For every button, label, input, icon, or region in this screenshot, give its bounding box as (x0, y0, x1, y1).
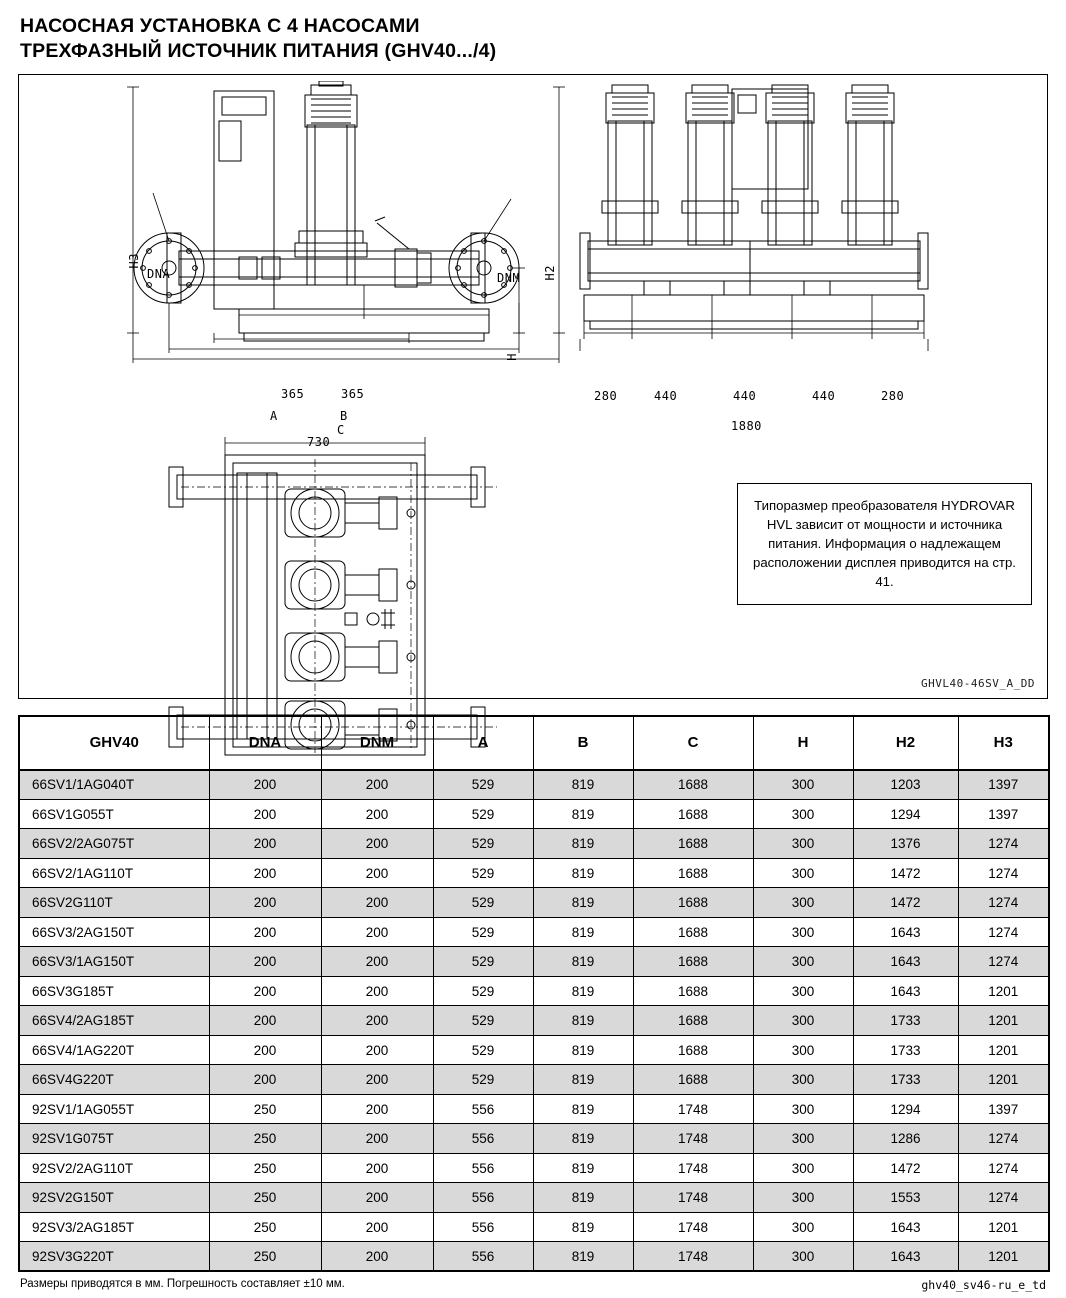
cell-value: 300 (753, 1242, 853, 1272)
cell-value: 200 (321, 799, 433, 829)
cell-value: 1553 (853, 1183, 958, 1213)
table-row (19, 1035, 1049, 1065)
cell-value: 529 (433, 1065, 533, 1095)
col-header-h3: H3 (958, 716, 1049, 770)
cell-value: 1397 (958, 1094, 1049, 1124)
cell-value: 1274 (958, 947, 1049, 977)
cell-value: 200 (321, 1242, 433, 1272)
cell-model: 66SV4G220T (19, 1065, 209, 1095)
cell-value: 819 (533, 888, 633, 918)
cell-value: 1201 (958, 1065, 1049, 1095)
cell-model: 66SV1G055T (19, 799, 209, 829)
cell-value: 300 (753, 799, 853, 829)
table-row (19, 829, 1049, 859)
cell-value: 1286 (853, 1124, 958, 1154)
cell-model: 66SV3/2AG150T (19, 917, 209, 947)
cell-value: 1274 (958, 1153, 1049, 1183)
table-row (19, 1153, 1049, 1183)
cell-value: 556 (433, 1124, 533, 1154)
cell-value: 1688 (633, 888, 753, 918)
cell-value: 1748 (633, 1242, 753, 1272)
cell-value: 1201 (958, 1006, 1049, 1036)
cell-value: 1688 (633, 1065, 753, 1095)
cell-value: 1643 (853, 1212, 958, 1242)
cell-value: 529 (433, 858, 533, 888)
cell-model: 66SV2/1AG110T (19, 858, 209, 888)
dim-b-label: B (340, 408, 348, 423)
cell-value: 300 (753, 858, 853, 888)
cell-value: 556 (433, 1242, 533, 1272)
cell-value: 819 (533, 917, 633, 947)
table-row (19, 976, 1049, 1006)
cell-value: 200 (321, 888, 433, 918)
col-header-h: H (753, 716, 853, 770)
cell-value: 1294 (853, 1094, 958, 1124)
cell-value: 200 (209, 976, 321, 1006)
cell-value: 819 (533, 947, 633, 977)
cell-value: 300 (753, 1183, 853, 1213)
plan-view-drawing (167, 433, 527, 778)
dim-dnm-label: DNM (497, 270, 521, 285)
cell-value: 250 (209, 1124, 321, 1154)
cell-value: 200 (209, 858, 321, 888)
cell-value: 200 (321, 770, 433, 800)
cell-value: 300 (753, 888, 853, 918)
cell-value: 250 (209, 1183, 321, 1213)
cell-model: 92SV3/2AG185T (19, 1212, 209, 1242)
cell-model: 66SV2/2AG075T (19, 829, 209, 859)
cell-value: 1748 (633, 1212, 753, 1242)
dim-440-3-label: 440 (812, 388, 836, 403)
dim-365-left-label: 365 (281, 386, 305, 401)
cell-value: 1688 (633, 858, 753, 888)
table-row (19, 1094, 1049, 1124)
cell-value: 200 (209, 888, 321, 918)
cell-value: 1688 (633, 976, 753, 1006)
dim-365-right-label: 365 (341, 386, 365, 401)
cell-value: 529 (433, 976, 533, 1006)
cell-value: 556 (433, 1153, 533, 1183)
cell-value: 1472 (853, 858, 958, 888)
cell-value: 1643 (853, 917, 958, 947)
cell-value: 250 (209, 1153, 321, 1183)
table-row (19, 1006, 1049, 1036)
dim-h-label: H (505, 352, 519, 361)
cell-value: 1748 (633, 1094, 753, 1124)
cell-value: 1643 (853, 1242, 958, 1272)
cell-value: 300 (753, 1094, 853, 1124)
cell-value: 1688 (633, 947, 753, 977)
col-header-c: C (633, 716, 753, 770)
cell-value: 1733 (853, 1065, 958, 1095)
cell-value: 819 (533, 1153, 633, 1183)
cell-value: 1203 (853, 770, 958, 800)
cell-value: 200 (321, 1153, 433, 1183)
cell-value: 1643 (853, 947, 958, 977)
cell-value: 819 (533, 799, 633, 829)
front-elevation-drawing (119, 81, 649, 371)
cell-value: 200 (321, 1094, 433, 1124)
cell-value: 819 (533, 1124, 633, 1154)
cell-value: 200 (209, 799, 321, 829)
cell-value: 819 (533, 1094, 633, 1124)
cell-value: 300 (753, 1212, 853, 1242)
cell-value: 819 (533, 858, 633, 888)
cell-value: 529 (433, 1035, 533, 1065)
cell-model: 92SV1/1AG055T (19, 1094, 209, 1124)
dim-440-2-label: 440 (733, 388, 757, 403)
cell-value: 1274 (958, 888, 1049, 918)
table-row (19, 1242, 1049, 1272)
cell-value: 1733 (853, 1035, 958, 1065)
cell-model: 92SV2G150T (19, 1183, 209, 1213)
table-row (19, 917, 1049, 947)
table-row (19, 947, 1049, 977)
cell-value: 250 (209, 1094, 321, 1124)
dim-h3-label: H3 (127, 252, 141, 269)
cell-value: 200 (321, 947, 433, 977)
cell-value: 300 (753, 1124, 853, 1154)
dimensions-table (18, 715, 1050, 1273)
cell-value: 300 (753, 829, 853, 859)
cell-value: 529 (433, 1006, 533, 1036)
page-title (20, 14, 1048, 64)
cell-value: 1201 (958, 1212, 1049, 1242)
dim-730-label: 730 (307, 434, 331, 449)
cell-value: 819 (533, 1183, 633, 1213)
cell-value: 200 (321, 1035, 433, 1065)
cell-value: 250 (209, 1212, 321, 1242)
cell-value: 819 (533, 770, 633, 800)
side-elevation-drawing (574, 81, 934, 351)
cell-value: 1748 (633, 1124, 753, 1154)
table-row (19, 888, 1049, 918)
cell-model: 66SV2G110T (19, 888, 209, 918)
cell-value: 200 (321, 1006, 433, 1036)
cell-value: 200 (321, 1124, 433, 1154)
cell-value: 200 (209, 1035, 321, 1065)
cell-value: 300 (753, 947, 853, 977)
cell-value: 300 (753, 1006, 853, 1036)
cell-value: 1274 (958, 1183, 1049, 1213)
cell-value: 300 (753, 917, 853, 947)
cell-value: 819 (533, 1065, 633, 1095)
cell-value: 200 (209, 1006, 321, 1036)
technical-drawing-panel (18, 74, 1048, 699)
page-title-line2: ТРЕХФАЗНЫЙ ИСТОЧНИК ПИТАНИЯ (GHV40.../4) (20, 39, 497, 62)
drawing-code-label: GHVL40-46SV_A_DD (921, 676, 1035, 690)
dim-1880-label: 1880 (731, 418, 762, 433)
hydrovar-note-text: Типоразмер преобразователя HYDROVAR HVL зависит от мощности и источника питания. Информация о надлежащем расположении дисплея приводится на стр. 41. (753, 497, 1016, 590)
cell-model: 66SV4/1AG220T (19, 1035, 209, 1065)
cell-value: 300 (753, 1153, 853, 1183)
hydrovar-note-box (737, 483, 1032, 605)
col-header-a: A (433, 716, 533, 770)
cell-model: 92SV1G075T (19, 1124, 209, 1154)
cell-value: 1201 (958, 1035, 1049, 1065)
col-header-b: B (533, 716, 633, 770)
col-header-h2: H2 (853, 716, 958, 770)
cell-value: 200 (209, 1065, 321, 1095)
cell-value: 300 (753, 1065, 853, 1095)
cell-value: 200 (321, 1065, 433, 1095)
cell-value: 1201 (958, 976, 1049, 1006)
cell-value: 1688 (633, 1035, 753, 1065)
dim-a-label: A (270, 408, 278, 423)
cell-value: 1748 (633, 1153, 753, 1183)
table-row (19, 1212, 1049, 1242)
cell-value: 529 (433, 829, 533, 859)
cell-value: 556 (433, 1094, 533, 1124)
cell-value: 1688 (633, 770, 753, 800)
cell-value: 529 (433, 888, 533, 918)
cell-value: 200 (321, 829, 433, 859)
cell-value: 200 (321, 1183, 433, 1213)
cell-value: 200 (321, 858, 433, 888)
cell-model: 66SV1/1AG040T (19, 770, 209, 800)
cell-value: 300 (753, 770, 853, 800)
cell-value: 556 (433, 1183, 533, 1213)
cell-value: 1397 (958, 770, 1049, 800)
col-header-dnm: DNM (321, 716, 433, 770)
cell-value: 1274 (958, 1124, 1049, 1154)
cell-value: 819 (533, 829, 633, 859)
cell-value: 1472 (853, 888, 958, 918)
dim-280-left-label: 280 (594, 388, 618, 403)
cell-value: 529 (433, 917, 533, 947)
cell-value: 1688 (633, 799, 753, 829)
table-row (19, 1065, 1049, 1095)
table-row (19, 799, 1049, 829)
cell-value: 250 (209, 1242, 321, 1272)
cell-value: 1688 (633, 917, 753, 947)
cell-model: 66SV4/2AG185T (19, 1006, 209, 1036)
table-body (19, 770, 1049, 1272)
cell-value: 1748 (633, 1183, 753, 1213)
page-footer (18, 1278, 1048, 1298)
cell-value: 200 (209, 947, 321, 977)
cell-value: 300 (753, 1035, 853, 1065)
cell-value: 1397 (958, 799, 1049, 829)
cell-value: 200 (321, 976, 433, 1006)
cell-value: 200 (209, 829, 321, 859)
table-row (19, 1124, 1049, 1154)
cell-value: 1643 (853, 976, 958, 1006)
cell-model: 66SV3/1AG150T (19, 947, 209, 977)
cell-value: 300 (753, 976, 853, 1006)
col-header-model: GHV40 (19, 716, 209, 770)
cell-value: 556 (433, 1212, 533, 1242)
dim-h2-label: H2 (543, 264, 557, 281)
cell-value: 1201 (958, 1242, 1049, 1272)
table-row (19, 1183, 1049, 1213)
cell-value: 1688 (633, 829, 753, 859)
dim-280-right-label: 280 (881, 388, 905, 403)
cell-value: 819 (533, 1035, 633, 1065)
table-row (19, 858, 1049, 888)
cell-value: 529 (433, 947, 533, 977)
cell-value: 200 (321, 1212, 433, 1242)
cell-value: 529 (433, 770, 533, 800)
footer-doc-code: ghv40_sv46-ru_e_td (921, 1278, 1046, 1293)
cell-model: 92SV2/2AG110T (19, 1153, 209, 1183)
cell-value: 819 (533, 976, 633, 1006)
cell-value: 1376 (853, 829, 958, 859)
cell-value: 529 (433, 799, 533, 829)
cell-value: 200 (321, 917, 433, 947)
cell-value: 1274 (958, 829, 1049, 859)
cell-value: 819 (533, 1006, 633, 1036)
dim-dna-label: DNA (147, 266, 171, 281)
dim-c-label: C (337, 422, 345, 437)
page-title-line1: НАСОСНАЯ УСТАНОВКА С 4 НАСОСАМИ (20, 15, 420, 37)
cell-value: 819 (533, 1242, 633, 1272)
cell-value: 200 (209, 770, 321, 800)
footer-note: Размеры приводятся в мм. Погрешность составляет ±10 мм. (20, 1278, 345, 1291)
cell-value: 819 (533, 1212, 633, 1242)
cell-value: 1688 (633, 1006, 753, 1036)
cell-value: 1274 (958, 917, 1049, 947)
cell-value: 1733 (853, 1006, 958, 1036)
dim-440-1-label: 440 (654, 388, 678, 403)
col-header-dna: DNA (209, 716, 321, 770)
cell-value: 1274 (958, 858, 1049, 888)
cell-value: 1294 (853, 799, 958, 829)
cell-model: 66SV3G185T (19, 976, 209, 1006)
cell-value: 200 (209, 917, 321, 947)
cell-model: 92SV3G220T (19, 1242, 209, 1272)
cell-value: 1472 (853, 1153, 958, 1183)
